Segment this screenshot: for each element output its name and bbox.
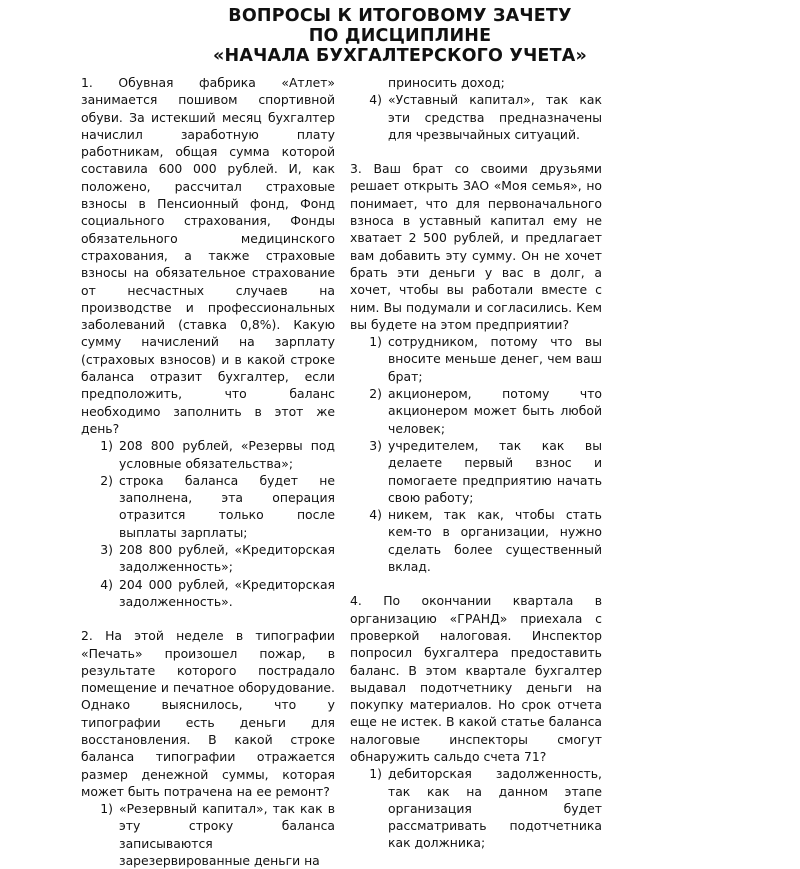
option-text: строка баланса будет не заполнена, эта операция отразится только после выплаты зарплаты; [119, 472, 335, 540]
question-1-text: 1. Обувная фабрика «Атлет» занимается пошивом спортивной обуви. За истекший месяц бухгалтер начислил заработную плату работникам, общая сумма которой составила 600 000 рублей. И, как положено, рассчитал страховые взносы в Пенсионный фонд, Фонд социального страхования, Фонды обязательного медицинского страхования, а также страховые взносы на обязательное страхование от несчастных случаев на производстве и профессиональных заболеваний (ставка 0,8%). Какую сумму начислений на зарплату (страховых взносов) и в какой строке баланса отразит бухгалтер, если предположить, что баланс необходимо заполнить в этот же день? [81, 75, 335, 436]
title-line-3: «НАЧАЛА БУХГАЛТЕРСКОГО УЧЕТА» [213, 46, 587, 66]
option-number: 1) [100, 801, 113, 817]
document-title [0, 6, 800, 66]
spacer [81, 610, 335, 627]
title-line-2: ПО ДИСЦИПЛИНЕ [308, 26, 492, 46]
question-1-options [81, 437, 335, 610]
option-text: 208 800 рублей, «Кредиторская задолженность»; [119, 542, 335, 575]
option-text: 208 800 рублей, «Резервы под условные обязательства»; [119, 438, 335, 471]
spacer [350, 575, 602, 592]
option-text: 204 000 рублей, «Кредиторская задолженность». [119, 576, 335, 609]
option-number: 4) [369, 92, 382, 108]
option-text: «Резервный капитал», так как в эту строку баланса записываются зарезервированные деньги на [119, 801, 335, 869]
option-number: 3) [100, 542, 113, 558]
option-number: 2) [369, 386, 382, 402]
option-text: дебиторская задолженность, так как на данном этапе организация будет рассматривать подотчетника как должника; [388, 766, 602, 851]
question-1-option [81, 576, 335, 611]
question-1-option [81, 541, 335, 576]
question-3-option [350, 385, 602, 437]
option-number: 3) [369, 437, 382, 453]
question-3-option [350, 437, 602, 506]
question-2-option [81, 800, 335, 869]
question-2-continuation: приносить доход; [388, 75, 505, 90]
option-number: 4) [100, 576, 113, 592]
question-4-text: 4. По окончании квартала в организацию «ГРАНД» приехала с проверкой налоговая. Инспектор попросил бухгалтера предоставить баланс. В этом квартале бухгалтер выдавал подотчетнику деньги на покупку материалов. Но срок отчета еще не истек. В какой статье баланса налоговые инспекторы смогут обнаружить сальдо счета 71? [350, 593, 602, 764]
title-line-1: ВОПРОСЫ К ИТОГОВОМУ ЗАЧЕТУ [228, 6, 572, 26]
option-number: 1) [369, 334, 382, 350]
question-3-option [350, 506, 602, 575]
question-4-option [350, 765, 602, 851]
option-number: 4) [369, 507, 382, 523]
question-3-text: 3. Ваш брат со своими друзьями решает открыть ЗАО «Моя семья», но понимает, что для первоначального взноса в уставный капитал ему не хватает 2 500 рублей, и предлагает вам добавить эту сумму. Он не хочет брать эти деньги у вас в долг, а хочет, чтобы вы работали вместе с ним. Вы подумали и согласились. Кем вы будете на этом предприятии? [350, 161, 602, 332]
question-2-text: 2. На этой неделе в типографии «Печать» произошел пожар, в результате которого пострадало помещение и печатное оборудование. Однако выяснилось, что у типографии есть деньги для восстановления. В какой строке баланса типографии отражается размер денежной суммы, которая может быть потрачена на ее ремонт? [81, 628, 335, 799]
left-column [81, 74, 335, 869]
option-number: 1) [100, 438, 113, 454]
question-2-option [350, 91, 602, 143]
option-number: 2) [100, 472, 113, 488]
option-number: 1) [369, 766, 382, 782]
option-text: акционером, потому что акционером может быть любой человек; [388, 386, 602, 436]
option-text: сотрудником, потому что вы вносите меньше денег, чем ваш брат; [388, 334, 602, 384]
option-text: никем, так как, чтобы стать кем-то в организации, нужно сделать более существенный вклад. [388, 507, 602, 575]
spacer [350, 143, 602, 160]
option-text: учредителем, так как вы делаете первый взнос и помогаете предприятию начать свою работу; [388, 437, 602, 505]
option-text: «Уставный капитал», так как эти средства предназначены для чрезвычайных ситуаций. [388, 92, 602, 142]
question-1-option [81, 437, 335, 472]
question-3-option [350, 333, 602, 385]
question-1-option [81, 472, 335, 541]
right-column [350, 74, 602, 852]
